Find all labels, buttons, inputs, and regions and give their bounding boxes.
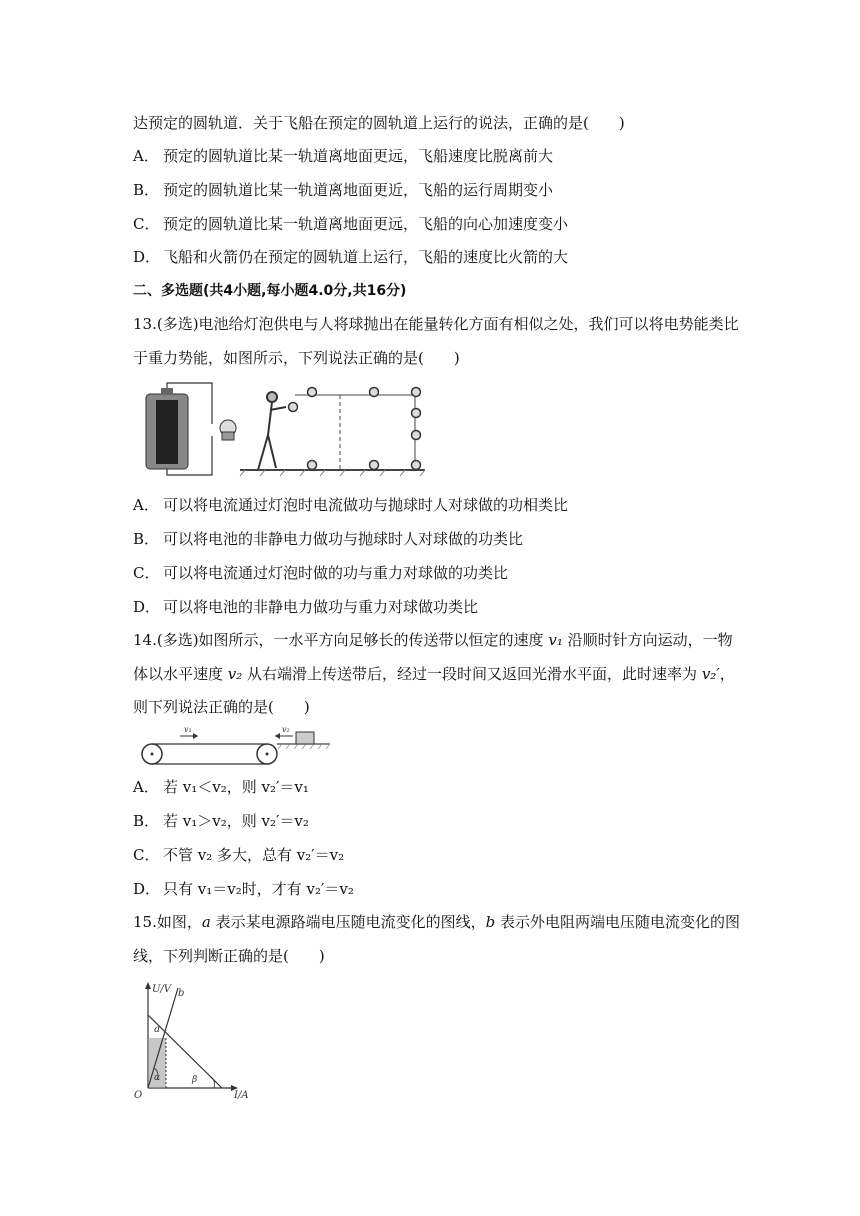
q15-stem-line2: 线，下列判断正确的是( )	[133, 947, 325, 965]
line-b-label: b	[178, 988, 185, 999]
q12-option-c: C． 预定的圆轨道比某一轨道离地面更远，飞船的向心加速度变小	[133, 215, 569, 233]
q13-option-c: C． 可以将电流通过灯泡时做的功与重力对球做的功类比	[133, 564, 509, 582]
beta-label: β	[192, 1075, 198, 1085]
ui-graph-figure	[130, 980, 260, 1100]
ball	[412, 388, 421, 397]
q14-option-c: C． 不管 v₂ 多大，总有 v₂′＝v₂	[133, 846, 345, 864]
q14-option-a: A． 若 v₁＜v₂，则 v₂′＝v₁	[133, 778, 309, 796]
y-axis-label: U/V	[152, 984, 172, 995]
q14-option-d: D． 只有 v₁＝v₂时，才有 v₂′＝v₂	[133, 880, 354, 898]
q12-option-d: D． 飞船和火箭仍在预定的圆轨道上运行，飞船的速度比火箭的大	[133, 248, 569, 266]
ball	[412, 461, 421, 470]
q13-option-a: A． 可以将电流通过灯泡时电流做功与抛球时人对球做的功相类比	[133, 496, 569, 514]
q14-stem-line2: 体以水平速度 v₂ 从右端滑上传送带后，经过一段时间又返回光滑水平面，此时速率为 v₂′，	[133, 665, 735, 683]
q13-stem-line2: 于重力势能，如图所示，下列说法正确的是( )	[133, 349, 460, 367]
ball	[289, 403, 298, 412]
q14-option-b: B． 若 v₁＞v₂，则 v₂′＝v₂	[133, 812, 309, 830]
q12-stem-tail: 达预定的圆轨道．关于飞船在预定的圆轨道上运行的说法，正确的是( )	[133, 114, 625, 132]
origin-label: O	[134, 1090, 143, 1100]
conveyor-belt-figure	[140, 722, 335, 767]
q13-option-d: D． 可以将电池的非静电力做功与重力对球做功类比	[133, 598, 479, 616]
ball	[308, 388, 317, 397]
q13-stem-line1: 13.(多选)电池给灯泡供电与人将球抛出在能量转化方面有相似之处，我们可以将电势能类比	[133, 315, 739, 333]
ball	[412, 409, 421, 418]
ball	[370, 388, 379, 397]
q12-option-b: B． 预定的圆轨道比某一轨道离地面更近，飞船的运行周期变小	[133, 181, 554, 199]
label-v1: v₁	[184, 725, 192, 734]
battery-ball-figure	[140, 380, 440, 480]
ball	[370, 461, 379, 470]
section-heading: 二、多选题(共4小题,每小题4.0分,共16分)	[133, 283, 407, 299]
ball	[412, 431, 421, 440]
q15-stem-line1: 15.如图，a 表示某电源路端电压随电流变化的图线，b 表示外电阻两端电压随电流变化的图	[133, 913, 740, 931]
line-a-label: a	[154, 1024, 160, 1035]
alpha-label: α	[154, 1073, 161, 1083]
q13-option-b: B． 可以将电池的非静电力做功与抛球时人对球做的功类比	[133, 530, 524, 548]
q14-stem-line3: 则下列说法正确的是( )	[133, 698, 310, 716]
label-v2: v₂	[282, 725, 290, 734]
block	[296, 732, 314, 744]
x-axis-label: I/A	[234, 1090, 249, 1100]
ball	[308, 461, 317, 470]
q14-stem-line1: 14.(多选)如图所示，一水平方向足够长的传送带以恒定的速度 v₁ 沿顺时针方向运动，一物	[133, 631, 733, 649]
person-figure	[258, 392, 286, 470]
q12-option-a: A． 预定的圆轨道比某一轨道离地面更远，飞船速度比脱离前大	[133, 147, 554, 165]
